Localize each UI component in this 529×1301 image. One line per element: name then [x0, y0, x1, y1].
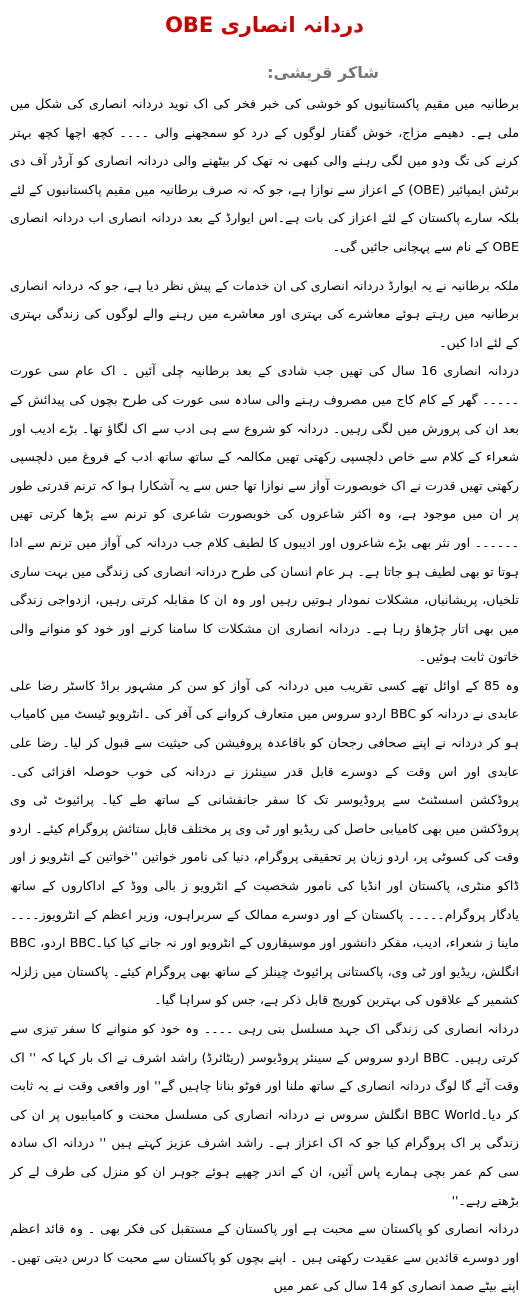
- paragraph: دردانہ انصاری کی زندگی اک جہد مسلسل بنی رہی ۔۔۔۔ وہ خود کو منوانے کا سفر تیزی سے کرتی رہیں۔ BBC اردو سروس کے سینئر پروڈیوسر (ریٹائرڈ) راشد اشرف نے اک بار کہا کہ '' اک وقت آئے گا لوگ دردانہ انصاری کے ساتھ ملنا اور فوٹو بنانا چاہیں گے'' اور واقعی وقت نے یہ ثابت کر دیا۔BBC World انگلش سروس نے دردانہ انصاری کی مسلسل محنت و کامیابیوں پر ان کی زندگی پر اک پروگرام کیا جو کہ اک اعزاز ہے۔ راشد اشرف عزیز کہتے ہیں '' دردانہ اک سادہ سی کم عمر بچی ہمارے پاس آئیں، ان کے اندر چھپے ہوئے جوہر ان کو منزل کی طرف لے کر بڑھتے رہے۔'': [10, 1021, 519, 1208]
- paragraph: دردانہ انصاری 16 سال کی تھیں جب شادی کے بعد برطانیہ چلی آئیں ۔ اک عام سی عورت ۔۔۔۔۔ گھر کے کام کاج میں مصروف رہنے والی سادہ سی عورت کی طرح بچوں کی پیدائش کے بعد ان کی پرورش میں لگی رہیں۔ دردانہ کو شروع سے ہی ادب سے اک لگاؤ تھا۔ بڑے ادیب اور شعراء کے کلام سے خاص دلچسپی رکھتی تھیں مکالمہ کے ساتھ ساتھ ادب کے فروغ میں دلچسپی رکھتی تھیں قدرت نے اک خوبصورت آواز سے نوازا تھا جس سے یہ آشکارا ہوا کہ ترنم قدرتی طور پر ان میں موجود ہے، وہ اکثر شاعروں کی خوبصورت شاعری کو ترنم سے پڑھا کرتی تھیں ۔۔۔۔۔۔ اور نثر بھی بڑے شاعروں اور ادیبوں کا لطیف کلام جب دردانہ کی آواز میں ترنم سے ادا ہوتا تو بھی لطیف ہو جاتا ہے۔ ہر عام انسان کی طرح دردانہ انصاری کی زندگی میں بہت ساری تلخیاں، پریشانیاں، مشکلات نمودار ہوتیں رہیں اور وہ ان کا مقابلہ کرتی رہیں، ازدواجی زندگی میں بھی اتار چڑھاؤ رہا ہے۔ دردانہ انصاری ان مشکلات کا سامنا کرنے اور خود کو منوانے والی خاتون ثابت ہوئیں۔: [10, 363, 520, 665]
- article-title: دردانہ انصاری OBE: [165, 13, 364, 37]
- paragraph: برطانیہ میں مقیم پاکستانیوں کو خوشی کی خبر فخر کی اک نوید دردانہ انصاری کی شکل میں ملی ہے۔ دھیمے مزاج، خوش گفتار لوگوں کے درد کو سمجھنے والی ۔۔۔۔ کچھ اچھا کچھ بہتر کرنے کی تگ ودو میں لگی رہنے والی کبھی نہ تھک کر بیٹھنے والی دردانہ انصاری کو آرڈر آف دی برٹش ایمپائیر (OBE) کے اعزاز سے نوازا ہے، جو کہ نہ صرف برطانیہ میں مقیم پاکستانیوں کے لئے بلکہ سارے پاکستان کے لئے اعزاز کی بات ہے۔اس ایوارڈ کے بعد دردانہ انصاری اب دردانہ انصاری OBE کے نام سے پہچانی جائیں گی۔: [10, 96, 519, 254]
- paragraph: وہ 85 کے اوائل تھے کسی تقریب میں دردانہ کی آواز کو سن کر مشہور براڈ کاسٹر رضا علی عابدی نے دردانہ کو BBC اردو سروس میں متعارف کروانے کی آفر کی ۔انٹرویو ٹیسٹ میں کامیاب ہو کر دردانہ نے اپنے صحافی رجحان کو باقاعدہ پروفیشن کی حیثیت سے قبول کر لیا۔ رضا علی عابدی اور اس وقت کے دوسرے قابل قدر سینئرز نے دردانہ کی خوب حوصلہ افزائی کی۔ پروڈکشن اسسٹنٹ سے پروڈیوسر تک کا سفر جانفشانی کے ساتھ طے کیا۔ پرائیوٹ ٹی وی پروڈکشن میں بھی کامیابی حاصل کی ریڈیو اور ٹی وی پر مختلف قابل ستائش پروگرام کیئے۔ اردو وقت کی کسوٹی پر، اردو زبان پر تحقیقی پروگرام، دنیا کی نامور خواتین ''خواتین کے انٹرویو ز اور ڈاکو منٹری، پاکستان اور انڈیا کی نامور شخصیت کے انٹرویو ز بالی ووڈ کے اداکاروں کے ساتھ یادگار پروگرام۔۔۔۔۔ پاکستان کے اور دوسرے ممالک کے سربراہوں، وزیر اعظم کے انٹرویوز۔۔۔۔ ماینا ز شعراء، ادیب، مفکر دانشور اور موسیقاروں کے انٹرویو اور نہ جانے کیا کیا۔BBC اردو، BBC انگلش، ریڈیو اور ٹی وی، پاکستانی پرائیوٹ چینلز کے ساتھ بھی پروگرام کیئے۔ پاکستان میں زلزلہ کشمیر کے علاقوں کی بہترین کوریج قابل ذکر ہے، جس کو سراہا گیا۔: [10, 677, 520, 1008]
- paragraph: دردانہ انصاری کو پاکستان سے محبت ہے اور پاکستان کے مستقبل کی فکر بھی ۔ وہ قائد اعظم اور دوسرے قائدین سے عقیدت رکھتی ہیں ۔ اپنے بچوں کو پاکستان سے محبت کا درس دیتی تھیں۔ اپنے بیٹے صمد انصاری کو 14 سال کی عمر میں: [10, 1221, 519, 1294]
- author-byline: شاکر قریشی:: [267, 63, 379, 82]
- paragraph: ملکہ برطانیہ نے یہ ایوارڈ دردانہ انصاری کی ان خدمات کے پیش نظر دیا ہے، جو کہ دردانہ انصاری برطانیہ میں رہتے ہوئے معاشرے کی بہتری اور معاشرے میں رہنے والے لوگوں کی زندگی بہتری کے لئے ادا کیں۔: [10, 277, 519, 350]
